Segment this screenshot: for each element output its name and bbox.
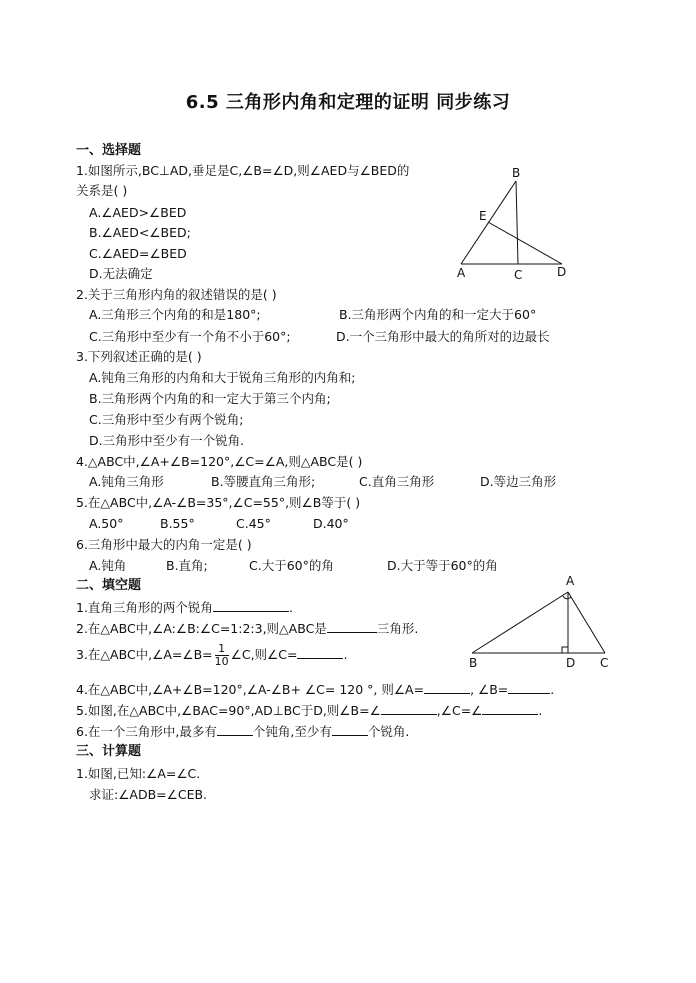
fill-q5 bbox=[76, 702, 542, 719]
segment-ba bbox=[472, 592, 568, 653]
calc-q1-prove: 求证:∠ADB=∠CEB. bbox=[89, 787, 208, 802]
fraction-numerator: 1 bbox=[215, 643, 229, 656]
q1-option: C.∠AED=∠BED bbox=[89, 246, 187, 261]
label-e: E bbox=[479, 209, 487, 223]
label-b: B bbox=[512, 166, 521, 180]
calc-q1-given: 1.如图,已知:∠A=∠C. bbox=[76, 766, 201, 781]
q3-option: B.三角形两个内角的和一定大于第三个内角; bbox=[89, 391, 331, 406]
q3-option: D.三角形中至少有一个锐角. bbox=[89, 433, 245, 448]
answer-blank[interactable] bbox=[381, 702, 437, 715]
q2-option-a: A.三角形三个内角的和是180°; bbox=[89, 307, 261, 322]
q6-stem: 6.三角形中最大的内角一定是( ) bbox=[76, 537, 252, 552]
label-c: C bbox=[514, 268, 523, 282]
fill-q1-text: 1.直角三角形的两个锐角 bbox=[76, 600, 213, 615]
fill-q6-end: 个锐角. bbox=[367, 724, 410, 739]
label-b: B bbox=[469, 656, 478, 670]
section-heading-calc: 三、计算题 bbox=[76, 744, 142, 759]
fill-q4 bbox=[76, 681, 554, 698]
answer-blank[interactable] bbox=[327, 620, 377, 633]
q6-option: D.大于等于60°的角 bbox=[387, 558, 498, 573]
q3-option: A.钝角三角形的内角和大于锐角三角形的内角和; bbox=[89, 370, 356, 385]
q5-option: C.45° bbox=[236, 516, 271, 531]
q4-option: C.直角三角形 bbox=[359, 474, 435, 489]
figure-triangle-bed bbox=[450, 160, 580, 285]
fill-q3-end: . bbox=[343, 647, 348, 662]
fill-q4-mid: , ∠B= bbox=[470, 682, 509, 697]
q6-option: A.钝角 bbox=[89, 558, 127, 573]
answer-blank[interactable] bbox=[332, 723, 368, 736]
q1-option: D.无法确定 bbox=[89, 266, 153, 281]
fill-q1-end: . bbox=[288, 600, 293, 615]
label-a: A bbox=[457, 266, 466, 280]
fill-q4-text: 4.在△ABC中,∠A+∠B=120°,∠A-∠B+ ∠C= 120 °, 则∠A= bbox=[76, 682, 425, 697]
q3-option: C.三角形中至少有两个锐角; bbox=[89, 412, 244, 427]
fill-q5-mid: ,∠C=∠ bbox=[436, 703, 483, 718]
answer-blank[interactable] bbox=[482, 702, 538, 715]
fill-q6 bbox=[76, 723, 409, 740]
q1-stem-line2: 关系是( ) bbox=[76, 183, 128, 198]
angle-arc-mark bbox=[563, 596, 571, 599]
q4-option: D.等边三角形 bbox=[480, 474, 557, 489]
fill-q3 bbox=[76, 640, 347, 670]
fraction-denominator: 10 bbox=[214, 655, 229, 668]
section-heading-choice: 一、选择题 bbox=[76, 143, 142, 158]
label-d: D bbox=[557, 265, 567, 279]
answer-blank[interactable] bbox=[213, 599, 289, 612]
fraction bbox=[215, 643, 229, 668]
page-title: 6.5 三角形内角和定理的证明 同步练习 bbox=[185, 92, 511, 113]
q1-option: B.∠AED<∠BED; bbox=[89, 225, 191, 240]
label-d: D bbox=[566, 656, 576, 670]
label-a: A bbox=[566, 574, 575, 588]
answer-blank[interactable] bbox=[508, 681, 550, 694]
fill-q2 bbox=[76, 620, 418, 637]
q4-option: A.钝角三角形 bbox=[89, 474, 164, 489]
label-c: C bbox=[600, 656, 609, 670]
fill-q6-text: 6.在一个三角形中,最多有 bbox=[76, 724, 217, 739]
q2-stem: 2.关于三角形内角的叙述错误的是( ) bbox=[76, 287, 277, 302]
fill-q3-text: 3.在△ABC中,∠A=∠B= bbox=[76, 647, 213, 662]
q5-stem: 5.在△ABC中,∠A-∠B=35°,∠C=55°,则∠B等于( ) bbox=[76, 495, 361, 510]
q1-option: A.∠AED>∠BED bbox=[89, 205, 187, 220]
fill-q4-end: . bbox=[550, 682, 555, 697]
fill-q1 bbox=[76, 599, 293, 616]
q3-stem: 3.下列叙述正确的是( ) bbox=[76, 349, 202, 364]
fill-q2-text: 2.在△ABC中,∠A:∠B:∠C=1:2:3,则△ABC是 bbox=[76, 621, 327, 636]
fill-q3-mid: ∠C,则∠C= bbox=[230, 647, 298, 662]
section-heading-fill: 二、填空题 bbox=[76, 578, 142, 593]
q2-option-c: C.三角形中至少有一个角不小于60°; bbox=[89, 329, 291, 344]
q5-option: B.55° bbox=[160, 516, 195, 531]
q2-option-b: B.三角形两个内角的和一定大于60° bbox=[339, 307, 537, 322]
segment-bc bbox=[516, 181, 518, 264]
fill-q5-end: . bbox=[538, 703, 543, 718]
figure-right-triangle-abc bbox=[462, 572, 622, 672]
right-angle-mark bbox=[562, 647, 568, 653]
fill-q6-mid: 个钝角,至少有 bbox=[252, 724, 332, 739]
q5-option: D.40° bbox=[313, 516, 349, 531]
fill-q2-end: 三角形. bbox=[376, 621, 419, 636]
answer-blank[interactable] bbox=[217, 723, 253, 736]
segment-ac bbox=[568, 592, 605, 653]
q5-option: A.50° bbox=[89, 516, 124, 531]
answer-blank[interactable] bbox=[297, 646, 343, 659]
q4-option: B.等腰直角三角形; bbox=[211, 474, 316, 489]
fill-q5-text: 5.如图,在△ABC中,∠BAC=90°,AD⊥BC于D,则∠B=∠ bbox=[76, 703, 381, 718]
q1-stem-line1: 1.如图所示,BC⊥AD,垂足是C,∠B=∠D,则∠AED与∠BED的 bbox=[76, 163, 410, 178]
q6-option: C.大于60°的角 bbox=[249, 558, 334, 573]
q2-option-d: D.一个三角形中最大的角所对的边最长 bbox=[336, 329, 550, 344]
q6-option: B.直角; bbox=[166, 558, 208, 573]
answer-blank[interactable] bbox=[424, 681, 470, 694]
segment-ed bbox=[488, 222, 562, 264]
q4-stem: 4.△ABC中,∠A+∠B=120°,∠C=∠A,则△ABC是( ) bbox=[76, 454, 363, 469]
